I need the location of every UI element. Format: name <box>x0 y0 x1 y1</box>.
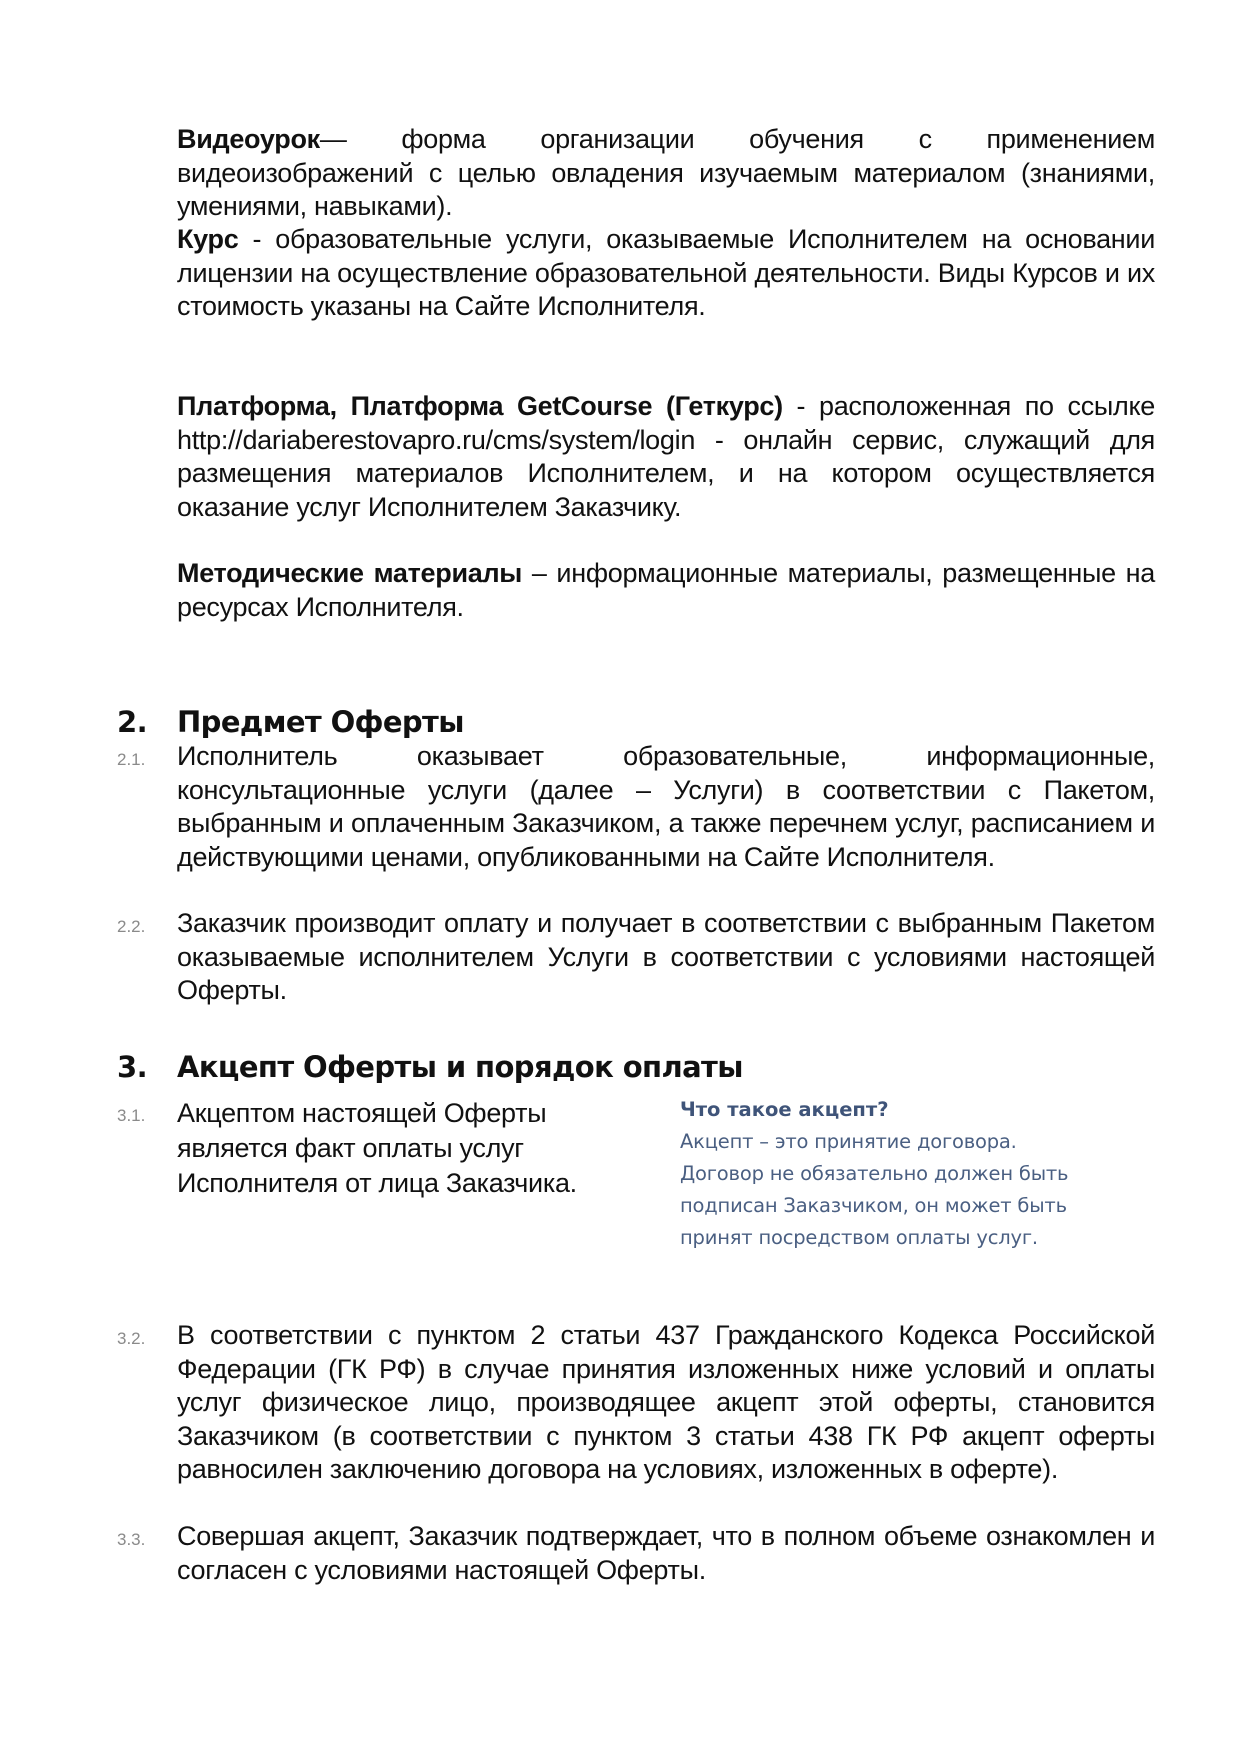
definition-separator: - <box>782 391 819 421</box>
clause-number: 2.1. <box>117 750 146 769</box>
clause-3-3 <box>117 1520 1155 1587</box>
clause-text: Заказчик производит оплату и получает в соответствии с выбранным Пакетом оказываемые исполнителем Услуги в соответствии с условиями настоящей Оферты. <box>177 908 1155 1005</box>
definition-term: Методические материалы <box>177 558 523 588</box>
platform-link[interactable]: http://dariaberestovapro.ru/cms/system/login <box>177 424 696 455</box>
definition-text: расположенная по ссылке <box>819 391 1155 421</box>
section-heading <box>117 1050 743 1084</box>
section-number: 2. <box>117 705 147 739</box>
clause-number: 3.3. <box>117 1530 146 1549</box>
definition-term: Курс <box>177 224 239 254</box>
note-line: подписан Заказчиком, он может быть <box>680 1194 1067 1217</box>
definition-text: образовательные услуги, оказываемые Исполнителем на основании лицензии на осуществление образовательной деятельности. Виды Курсов и их стоимость указаны на Сайте Исполнителя. <box>177 224 1155 321</box>
clause-3-1 <box>117 1096 677 1201</box>
definition-text: - онлайн сервис, служащий для размещения материалов Исполнителем, и на котором осуществляется оказание услуг Исполнителем Заказчику. <box>177 424 1155 522</box>
definition-platforma <box>177 390 1155 524</box>
clause-number: 3.2. <box>117 1329 146 1348</box>
clause-text: Исполнитель оказывает образовательные, информационные, консультационные услуги (далее – Услуги) в соответствии с Пакетом, выбранным и оплаченным Заказчиком, а также перечнем услуг, расписанием и действующими ценами, опубликованными на Сайте Исполнителя. <box>177 741 1155 872</box>
note-line: Договор не обязательно должен быть <box>680 1162 1069 1185</box>
section-heading <box>117 705 464 739</box>
clause-number: 3.1. <box>117 1106 146 1125</box>
definition-term: Платформа, Платформа GetCourse (Геткурс) <box>177 391 783 421</box>
clause-text: Акцептом настоящей Оферты является факт оплаты услуг Исполнителя от лица Заказчика. <box>177 1098 577 1198</box>
clause-2-1 <box>117 740 1155 874</box>
definition-kurs <box>177 223 1155 324</box>
definition-metod-materialy <box>177 557 1155 624</box>
section-title: Акцепт Оферты и порядок оплаты <box>177 1050 743 1084</box>
definition-term: Видеоурок <box>177 124 320 154</box>
definition-videourok <box>177 123 1155 224</box>
note-line: принят посредством оплаты услуг. <box>680 1226 1038 1249</box>
definition-separator: — <box>319 124 402 154</box>
acceptance-info-note <box>680 1094 1150 1254</box>
clause-3-2 <box>117 1319 1155 1487</box>
definition-separator: - <box>238 224 276 254</box>
clause-text: Совершая акцепт, Заказчик подтверждает, что в полном объеме ознакомлен и согласен с условиями настоящей Оферты. <box>177 1521 1155 1585</box>
definition-text: информационные материалы, размещенные на ресурсах Исполнителя. <box>177 558 1155 622</box>
definition-separator: – <box>522 558 557 588</box>
note-line: Акцепт – это принятие договора. <box>680 1130 1017 1153</box>
clause-2-2 <box>117 907 1155 1008</box>
clause-text: В соответствии с пунктом 2 статьи 437 Гражданского Кодекса Российской Федерации (ГК РФ) в случае принятия изложенных ниже условий и оплаты услуг физическое лицо, производящее акцепт этой оферты, становится Заказчиком (в соответствии с пунктом 3 статьи 438 ГК РФ акцепт оферты равносилен заключению договора на условиях, изложенных в оферте). <box>177 1320 1155 1484</box>
section-number: 3. <box>117 1050 147 1084</box>
note-question: Что такое акцепт? <box>680 1098 889 1121</box>
clause-number: 2.2. <box>117 917 146 936</box>
section-title: Предмет Оферты <box>177 705 464 739</box>
definition-text: форма организации обучения с применением видеоизображений с целью овладения изучаемым материалом (знаниями, умениями, навыками). <box>177 124 1156 221</box>
